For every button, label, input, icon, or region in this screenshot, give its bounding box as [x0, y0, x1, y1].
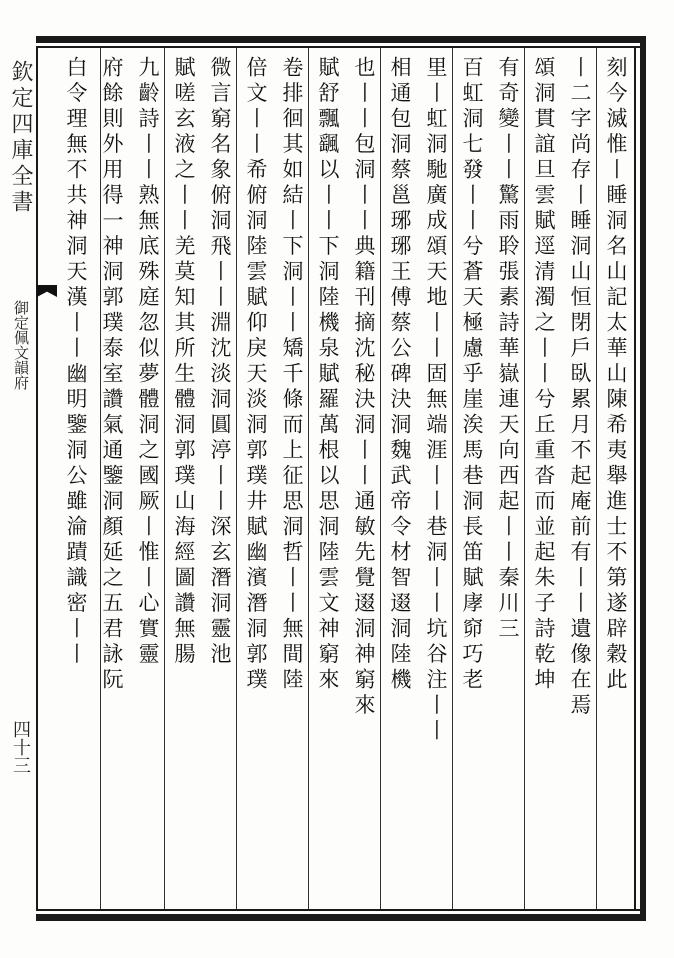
- text-column: 賦嗟玄液之丨丨羌莫知其所生體洞郭璞山海經圖讚無腸: [172, 56, 196, 668]
- bottom-border-rule: [36, 914, 646, 921]
- top-border-rule: [36, 36, 646, 43]
- text-column: 刻今滅惟丨睡洞名山記太華山陳希夷舉進士不第遂辟穀此: [604, 56, 628, 694]
- page-number: 四十三: [10, 720, 31, 774]
- book-title: 欽定四庫全書: [8, 60, 33, 216]
- fish-tail-ornament: [37, 285, 57, 297]
- text-column: 賦舒飄颻以丨丨下洞陸機泉賦羅萬根以思洞陸雲文神窮來: [316, 56, 340, 694]
- top-inner-rule: [36, 46, 646, 48]
- text-column: 九齡詩丨丨熟無底殊庭忽似夢體洞之國厥丨惟丨心實靈: [136, 56, 160, 668]
- text-column: 里丨虹洞馳廣成頌天地丨丨固無端涯丨丨巷洞丨丨坑谷注丨丨: [424, 56, 448, 745]
- right-inner-rule: [634, 46, 636, 911]
- text-column: 府餘則外用得一神洞郭璞泰室讚氣通鑒洞顏延之五君詠阮: [100, 56, 124, 694]
- right-border-rule: [640, 36, 646, 921]
- text-column: 有奇變丨丨驚雨聆張素詩華嶽連天向西起丨丨秦川三: [496, 56, 520, 643]
- text-column: 相通包洞蔡邕琊琊王傅蔡公碑決洞魏武帝令材智逫洞陸機: [388, 56, 412, 694]
- text-column: 頌洞貫誼旦雲賦逕清濁之丨丨兮丘重沓而並起朱子詩乾坤: [532, 56, 556, 694]
- text-column: 卷排徊其如結丨下洞丨丨矯千條而上征思洞哲丨丨無間陸: [280, 56, 304, 694]
- section-title: 御定佩文韻府: [12, 300, 30, 390]
- left-border-rule: [36, 46, 38, 911]
- text-column: 百虹洞七發丨丨兮蒼天極慮乎崖涘馬巷洞長笛賦庨窌巧老: [460, 56, 484, 694]
- text-column: 白令理無不共神洞天漢丨丨幽明鑒洞公雖淪蹟識密丨丨: [64, 56, 88, 668]
- bottom-inner-rule: [36, 909, 646, 911]
- text-column: 倍文丨丨希俯洞陸雲賦仰戾天淡洞郭璞井賦幽濱潛洞郭璞: [244, 56, 268, 694]
- text-column: 丨二字尚存丨睡洞山恒閉戶臥累月不起庵前有丨丨遺像在焉: [568, 56, 592, 719]
- text-column: 也丨丨包洞丨丨典籍刊摘沈秘決洞丨丨通敏先覺逫洞神窮來: [352, 56, 376, 719]
- text-column: 微言窮名象俯洞飛丨丨淵沈淡洞圓渟丨丨深玄潛洞靈池: [208, 56, 232, 668]
